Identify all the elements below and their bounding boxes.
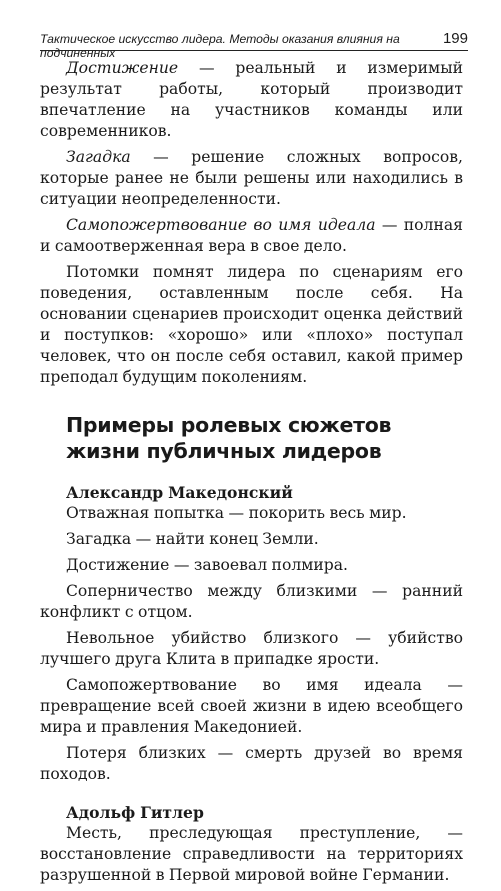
definition-text: — решение сложных вопросов, которые ранее не были решены или находились в ситуации неопределенности.	[40, 148, 463, 208]
list-item: Невольное убийство близкого — убийство лучшего друга Клита в припадке ярости.	[40, 629, 463, 668]
definition-term: Самопожертвование во имя идеала	[66, 216, 376, 234]
definition-text: — полная и самоотверженная вера в свое дело.	[40, 216, 463, 255]
list-item: Потеря близких — смерть друзей во время походов.	[40, 744, 463, 783]
list-item: Отважная попытка — покорить весь мир.	[66, 504, 407, 522]
list-item: Самопожертвование во имя идеала — превращение всей своей жизни в идею всеобщего мира и правления Македонией.	[40, 676, 463, 736]
definition-paragraph	[40, 147, 463, 210]
definition-term: Достижение	[66, 59, 179, 77]
list-item: Достижение — завоевал полмира.	[66, 556, 348, 574]
section-title: Примеры ролевых сюжетов жизни публичных лидеров	[66, 413, 392, 463]
definition-text: — реальный и измеримый результат работы, который производит впечатление на участников команды или современников.	[40, 59, 463, 140]
spacer	[40, 790, 463, 802]
definition-term: Загадка	[66, 148, 131, 166]
person-heading: Адольф Гитлер	[66, 803, 204, 822]
list-item: Месть, преследующая преступление, — восстановление справедливости на территориях разрушенной в Первой мировой войне Германии.	[40, 824, 463, 884]
running-head	[40, 30, 468, 60]
definition-paragraph	[40, 215, 463, 257]
person-heading: Александр Македонский	[66, 483, 293, 502]
definition-paragraph	[40, 58, 463, 142]
list-item: Соперничество между близкими — ранний конфликт с отцом.	[40, 582, 463, 621]
list-item: Загадка — найти конец Земли.	[66, 530, 319, 548]
header-rule	[40, 50, 468, 51]
body-paragraph: Потомки помнят лидера по сценариям его поведения, оставленным после себя. На основании сценариев происходит оценка действий и поступков: «хорошо» или «плохо» поступал человек, что он после себя оставил, какой пример преподал будущим поколениям.	[40, 263, 463, 386]
running-title: Тактическое искусство лидера. Методы оказания влияния на подчиненных	[40, 32, 400, 60]
page-number: 199	[442, 30, 468, 47]
page-body	[40, 58, 463, 891]
